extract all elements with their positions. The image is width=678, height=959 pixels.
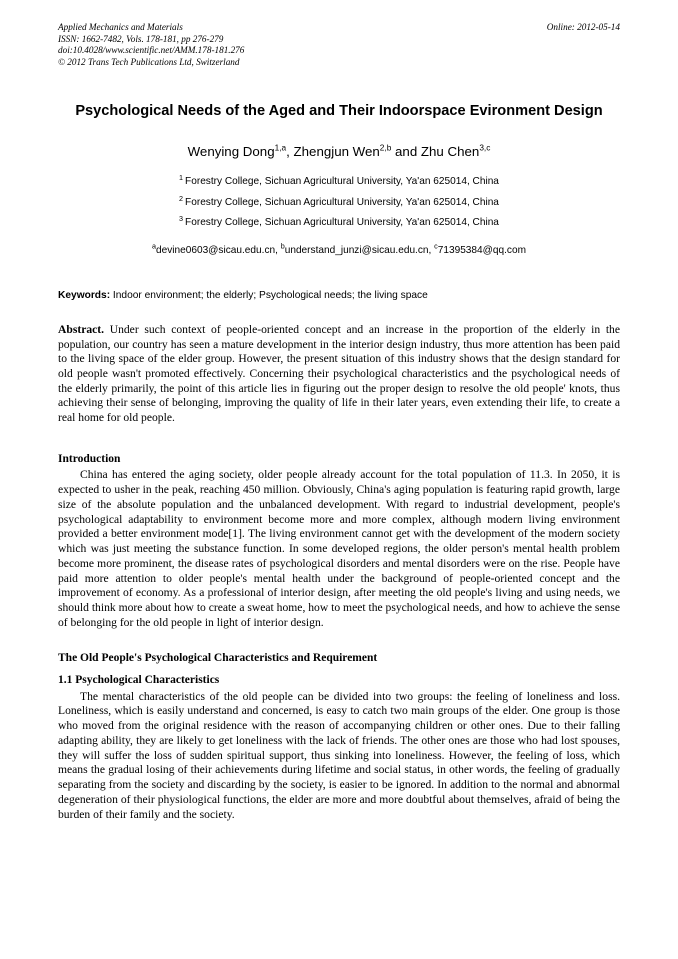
journal-doi: doi:10.4028/www.scientific.net/AMM.178-181.276 — [58, 45, 245, 56]
keywords-text: Indoor environment; the elderly; Psychological needs; the living space — [110, 289, 428, 301]
keywords-line — [58, 289, 620, 303]
author-list — [58, 143, 620, 161]
author-affiliation-marks-3: 3,c — [479, 142, 491, 153]
journal-online-date: Online: 2012-05-14 — [546, 22, 620, 32]
journal-header — [58, 22, 620, 68]
affiliation-mark-3: 3 — [179, 214, 184, 224]
author-name-2: Zhengjun Wen — [293, 144, 380, 160]
affiliation-line-3 — [58, 213, 620, 234]
affiliation-line-1 — [58, 172, 620, 193]
author-affiliation-marks-2: 2,b — [379, 142, 392, 153]
section-heading-characteristics-requirement: The Old People's Psychological Characteristics and Requirement — [58, 651, 378, 664]
section-spacer — [58, 426, 620, 432]
author-separator-2: and — [391, 144, 421, 160]
affiliation-mark-2: 2 — [179, 193, 184, 203]
email-mark-3: c — [434, 241, 438, 251]
affiliation-list — [58, 172, 620, 234]
journal-name: Applied Mechanics and Materials — [58, 22, 183, 32]
page-title: Psychological Needs of the Aged and Their Indoorspace Evironment Design — [75, 103, 603, 120]
affiliation-mark-1: 1 — [179, 173, 184, 183]
journal-issn-volume: ISSN: 1662-7482, Vols. 178-181, pp 276-279 — [58, 33, 224, 44]
author-name-3: Zhu Chen — [420, 144, 480, 160]
journal-header-left-block — [58, 22, 620, 68]
author-email-list — [58, 241, 620, 258]
author-affiliation-marks-1: 1,a — [274, 142, 287, 153]
abstract-paragraph — [58, 323, 620, 426]
affiliation-text-1: Forestry College, Sichuan Agricultural University, Ya'an 625014, China — [185, 176, 499, 188]
email-mark-2: b — [280, 241, 285, 251]
email-link-3[interactable]: 71395384@qq.com — [437, 244, 526, 256]
email-mark-1: a — [151, 241, 156, 251]
section-heading-introduction: Introduction — [58, 452, 121, 465]
author-separator-1: , — [286, 144, 294, 160]
abstract-label: Abstract. — [58, 322, 105, 336]
email-link-1[interactable]: devine0603@sicau.edu.cn — [155, 244, 276, 256]
email-separator-1: , — [275, 244, 281, 256]
author-name-1: Wenying Dong — [187, 144, 275, 160]
journal-copyright: © 2012 Trans Tech Publications Ltd, Switzerland — [58, 56, 240, 67]
section-paragraph-psychological-characteristics-1: The mental characteristics of the old people can be divided into two groups: the feeling of loneliness and loss. Loneliness, which is easily understand and concerned, is easy to catch two main groups of the elder. One group is those who moved from the original residence with the reason of accompanying children or other ones. Due to their falling adapting ability, they are likely to get loneliness with the lack of friends. The other ones are those who had lost spouses, they will suffer the loss of sudden spiritual support, thus sinking into loneliness. However, the feeling of loss, which means the gradual losing of their achievements during lifetime and social status, in other words, the feeling of gradually separating from the society and discarding by the society, is easier to be ignored. In addition to the normal and abnormal degeneration of their physiological functions, the elder are more and more doubtful about themselves, afraid of being the burden of their family and the society. — [58, 689, 620, 821]
email-separator-2: , — [428, 244, 435, 256]
email-link-2[interactable]: understand_junzi@sicau.edu.cn — [284, 244, 429, 256]
subsection-heading-psychological-characteristics: 1.1 Psychological Characteristics — [58, 674, 220, 687]
affiliation-text-2: Forestry College, Sichuan Agricultural University, Ya'an 625014, China — [185, 196, 499, 208]
keywords-label: Keywords: — [58, 289, 111, 301]
section-paragraph-introduction-1: China has entered the aging society, older people already account for the total population of 11.3. In 2050, it is expected to usher in the peak, reaching 450 million. Obviously, China's aging population is featuring rapid growth, large size of the absolute population and the unbalanced development. With regard to industrial development, people's psychological adaptability to environment become more and more complex, although modern living environment provided a better environment mode[1]. The living environment cannot get with the development of the modern society which was just meeting the substance function. In some developed regions, the older person's mental health problem become more prominent, the disease rates of psychological disorders and mental disorders were on the rise. People have paid more attention to older people's mental health under the background of people-oriented concept and the improvement of economy. As a professional of interior design, after meeting the old people's living and using needs, we should think more about how to create a sweat home, how to meet the psychological needs, and how to achieve the sense of belonging for the old people in light of interior design. — [58, 468, 620, 629]
affiliation-line-2 — [58, 193, 620, 214]
abstract-text: Under such context of people-oriented concept and an increase in the proportion of the elderly in the population, our country has seen a mature development in the interior design industry, thus more attention has been paid to the living space of the elder group. However, the present situation of this industry shows that the design standard for old people wasn't promoted effectively. Concerning their psychological characteristics and the psychological needs of the elderly primarily, the point of this article lies in figuring out the proper design to resolve the old people' knots, thus achieving their sense of belonging, improving the quality of life in their later years, even extending their life, to create a real home for old people. — [58, 322, 620, 425]
affiliation-text-3: Forestry College, Sichuan Agricultural University, Ya'an 625014, China — [185, 217, 499, 229]
